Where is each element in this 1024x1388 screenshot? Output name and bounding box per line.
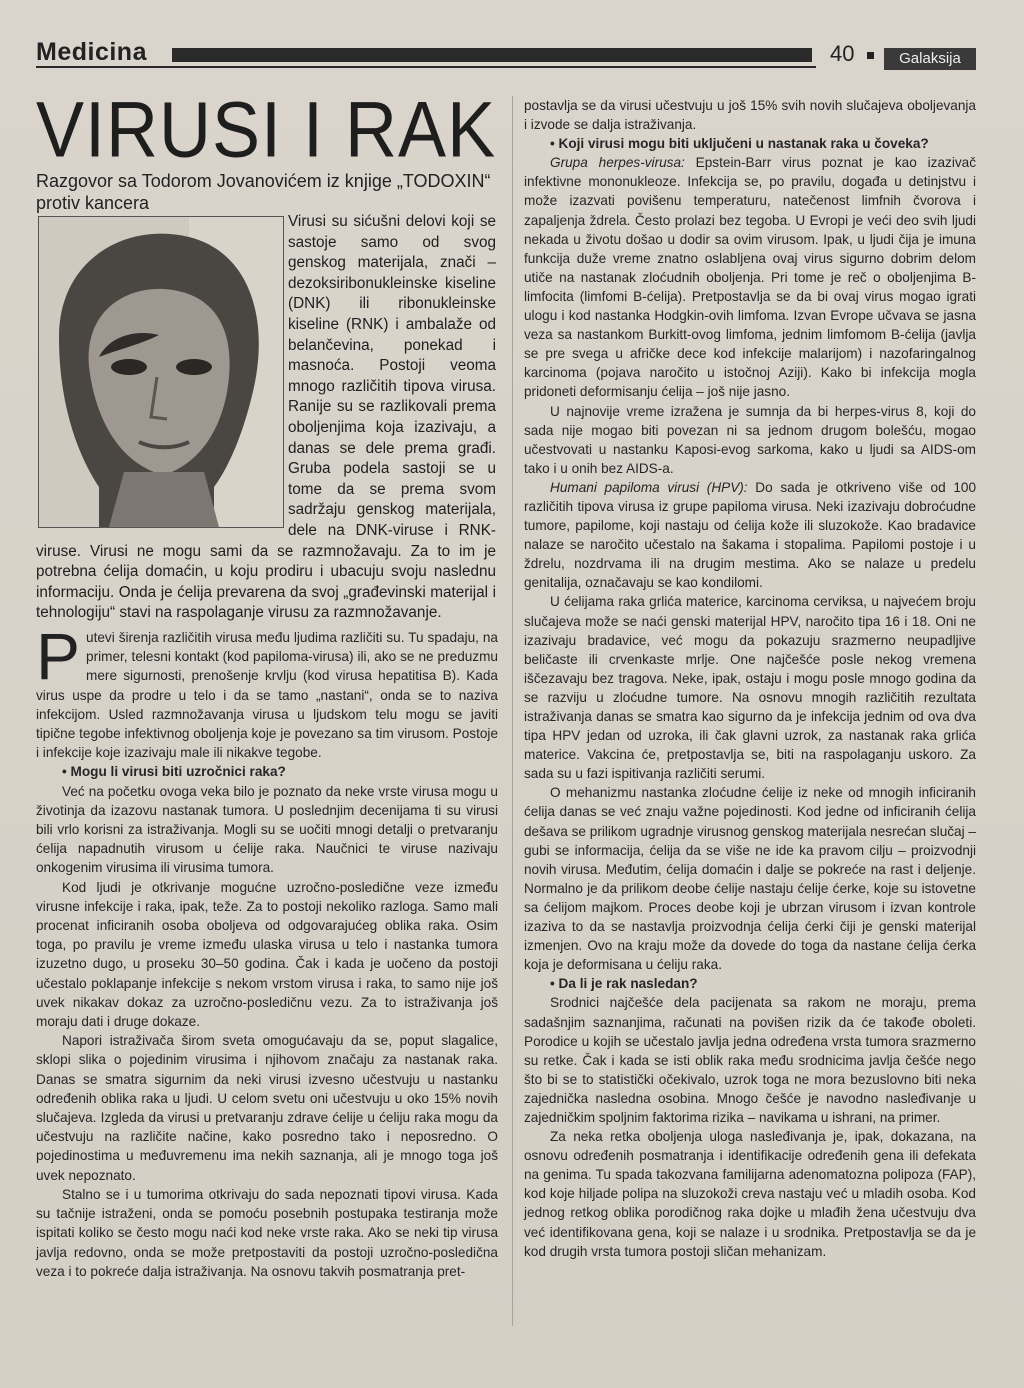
paragraph: Grupa herpes-virusa: Epstein-Barr virus poznat je kao izazivač infektivne mononukleoze. Infekcija se, po pravilu, događa u detinjstvu i može izazvati povišenu temperaturu, natečenost limfnih čvorova i zapaljenja ždrela. Često prolazi bez tegoba. U Evropi je veći deo svih ljudi nekada u životu došao u dodir sa ovim virusom. Ipak, u ljudi čija je imuna funkcija duže vreme znatno oslabljena ovaj virus sigurno dobrim delom utiče na nastanak zloćudnih oboljenja. Pri tome je reč o oboljenjima B-limfocita (limfomi B-ćelija). Pretpostavlja se da bi ovaj virus mogao igrati ulogu i kod nastanka Hodgkin-ovih limfoma. Izvan Evrope učvava se jasna veza sa nastankom Burkitt-ovog limfoma, jednim limfomom B-ćelija (javlja se pre svega u afričke dece kod infekcije malarijom) i nazofaringalnog karcinoma (pojava naročito u istočnoj Aziji). Kako bi infekcija mogla pridoneti deformisanju ćelija – još nije jasno. bbox=[524, 155, 976, 400]
paragraph: Kod ljudi je otkrivanje mogućne uzročno-posledične veze između virusne infekcije i raka, ipak, teže. Za to postoji nekoliko razloga. Samo mali procenat inficiranih osoba oboljeva od odgovarajućeg oblika raka. Osim toga, po pravilu je vreme između ulaska virusa u telo i nastanka tumora izuzetno dugo, u proseku 30–50 godina. Čak i kada je uočeno da postoji učestalo poklapanje infekcije s nekom vrstom virusa i raka, to samo nije još uvek nikakav dokaz za uzročno-posledičnu vezu. Za to istraživanja još moraju dati i druge dokaze. bbox=[36, 879, 498, 1030]
article-title: VIRUSI I RAK bbox=[36, 86, 497, 174]
separator-dot bbox=[867, 52, 874, 59]
paragraph: Napori istraživača širom sveta omogućavaju da se, poput slagalice, sklopi slika o pojedinim virusima i njihovom značaju za nastanak raka. Danas se smatra sigurnim da neki virusi izvesno učestvuju u nastanku određenih oblika raka u ljudi. U celom svetu oni učestvuju u oko 15% novih slučajeva. Izgleda da virusi u pretvaranju zdrave ćelije u ćeliju raka mogu da učestvuju na različite načine, kako posredno tako i neposredno. O pojedinostima u međuvremenu ima nekih saznanja, ali je mnogo toga još uvek nepoznato. bbox=[36, 1033, 498, 1183]
paragraph: Već na početku ovoga veka bilo je poznato da neke vrste virusa mogu u životinja da izazovu nastanak tumora. U poslednjim decenijama ti su virusi bili vrlo korisni za istraživanja. Mogli su se uočiti mnogi detalji o pretvaranju ćelija napadnutih virusom u ćelije raka. Naučnici te viruse nazivaju onkogenim virusima ili virusima tumora. bbox=[36, 783, 498, 876]
left-column bbox=[36, 619, 498, 1281]
paragraph: postavlja se da virusi učestvuju u još 15% svih novih slučajeva oboljevanja i izvode se dalja istraživanja. bbox=[524, 98, 976, 133]
dropcap-letter: P bbox=[36, 619, 81, 693]
lead-in: Humani papiloma virusi (HPV): bbox=[550, 479, 748, 495]
lead-in: Grupa herpes-virusa: bbox=[550, 155, 685, 171]
paragraph: Humani papiloma virusi (HPV): Do sada je otkriveno više od 100 različitih tipova virusa iz grupe papiloma virusa. Neki izazivaju dobroćudne tumore, papilome, koji nastaju od ćelija kože ili sluzokože. Kao bradavice nalaze se naročito učestalo na šakama i stopalima. Papilomi postoje i u ždrelu, nozdrvama ili na drugim mestima. Ako se nalaze u predelu genitalija, označavaju se kao kondilomi. bbox=[524, 479, 976, 591]
page-number: 40 bbox=[830, 41, 855, 66]
paragraph: O mehanizmu nastanka zloćudne ćelije iz neke od mnogih inficiranih ćelija danas se već znaju važne pojedinosti. Kod jedne od inficiranih ćelija dešava se prilikom ugradnje virusnog genskog materijala nesrećan slučaj – gubi se informacija, ćelija da se više ne ide ka pravom cilju – proizvodnji novih virusa. Međutim, ćelija domaćin i dalje se pokreće na rast i deljenje. Normalno je da prilikom deobe ćelije nastaju ćelije ćerke, koje su istovetne sa ćelijom majkom. Proces deobe koji je ubrzan virusom i izvan kontrole izaziva to da se nastavlja proizvodnja ćelija ćerki čiji je genski materijal izmenjen. Ovo na kraju može da dovede do toga da nastane ćelija ćerka koja je deformisana u ćeliju raka. bbox=[524, 785, 976, 973]
header-underline bbox=[36, 66, 816, 68]
header-rule bbox=[172, 48, 812, 62]
paragraph: Putevi širenja različitih virusa među ljudima različiti su. Tu spadaju, na primer, telesni kontakt (kod papiloma-virusa) ili, ako se ne preduzmu mere sigurnosti, prenošenje krvlju (kod virusa hepatitisa B). Kada virus uspe da prodre u telo i da se tamo „nastani“, onda se to naziva infekcijom. Usled razmnožavanja virusa u ljudskom telu mogu se javiti tipične tegobe infektivnog oboljenja koje je povezano sa tim virusom. Postoje i infekcije koje izazivaju male ili nikakve tegobe. bbox=[36, 619, 498, 761]
column-divider bbox=[512, 96, 513, 1326]
paragraph: U najnovije vreme izražena je sumnja da bi herpes-virus 8, koji do sada nije mogao biti povezan ni sa jednom drugom bolešću, mogao učestvovati u nastanku Kaposi-evog sarkoma, kako u ljudi sa AIDS-om tako i u onih bez AIDS-a. bbox=[524, 403, 976, 476]
question-heading: • Koji virusi mogu biti uključeni u nastanak raka u čoveka? bbox=[550, 136, 929, 152]
question-heading: • Mogu li virusi biti uzročnici raka? bbox=[62, 764, 286, 780]
article-subtitle: Razgovor sa Todorom Jovanovićem iz knjige „TODOXIN“ protiv kancera bbox=[36, 171, 491, 213]
question-heading: • Da li je rak nasledan? bbox=[550, 976, 698, 992]
magazine-name: Galaksija bbox=[884, 48, 976, 70]
paragraph: Za neka retka oboljenja uloga nasleđivanja je, ipak, dokazana, na osnovu određenih posmatranja i identifikacije određenih gena ili defekata na genima. Tu spada takozvana familijarna adenomatozna polipoza (FAP), kod koje hiljade polipa na sluzokoži creva nastaju već u mladih osoba. Kod jednog retkog oblika porodičnog raka dojke u mlađih žena učestvuju dva već identifikovana gena, koji se nalaze i u srodnika. Pretpostavlja se da je kod drugih vrsta tumora postoji sličan mehanizam. bbox=[524, 1129, 976, 1259]
paragraph: Stalno se i u tumorima otkrivaju do sada nepoznati tipovi virusa. Kada su tačnije istraženi, onda se pomoću posebnih postupaka testiranja može ispitati koliko se često mogu naći kod neke vrste raka. Ako se neki tip virusa javlja redovno, onda se može pretpostaviti da postoji uzročno-posledična veza i to pokreće dalja istraživanja. Na osnovu takvih posmatranja pret- bbox=[36, 1186, 498, 1279]
right-column bbox=[524, 96, 976, 1261]
paragraph: U ćelijama raka grlića materice, karcinoma cerviksa, u najvećem broju slučajeva može se naći genski materijal HPV, naročito tipa 16 i 18. Oni ne izazivaju bradavice, već mogu da pokazuju srazmerno neupadljive beličaste ili crvenkaste mrlje. One najčešće posle nekog vremena iščezavaju bez tragova. Neke, ipak, ostaju i mogu posle mnogo godina da se razviju u zloćudne tumore. Na osnovu mnogih različitih rezultata istraživanja danas se smatra kao sigurno da je infekcija jednim od ova dva tipa HPV jedan od uzroka, ili čak glavni uzrok, za nastanak raka grlića materice. Vakcina će, pretpostavlja se, biti na raspolaganju uskoro. Za sada su u fazi ispitivanja različiti serumi. bbox=[524, 594, 976, 782]
intro-paragraph: Virusi su sićušni delovi koji se sastoje samo od svog genskog materijala, znači – dezoksiribonukleinske kiseline (DNK) ili ribonukleinske kiseline (RNK) i ambalaže od belančevina, ponekad i masnoća. Postoji veoma mnogo različitih tipova virusa. Ranije su se razlikovali prema oboljenjima koja izazivaju, a danas se dele prema građi. Gruba podela sastoji se u tome da se prema svom sadržaju genskog materijala, dele na DNK-viruse i RNK-viruse. Virusi ne mogu sami da se razmnožavaju. Za to im je potrebna ćelija domaćin, u koju prodiru i ubacuju svoju naslednu informaciju. Onda je ćelija prevarena da svoj „građevinski materijal i tehnologiju“ stavi na raspolaganje virusu za razmnožavanje. bbox=[36, 213, 496, 622]
paragraph: Srodnici najčešće dela pacijenata sa rakom ne moraju, prema sadašnjim saznanjima, računati na povišen rizik da će takođe oboleti. Porodice u kojih se učestalo javlja jedna određena vrsta tumora srazmerno su retke. Čak i kada se isti oblik raka među srodnicima javlja češće nego što bi se to statistički očekivalo, uzrok toga ne mora bezuslovno biti neka zajednička nasledna osobina. Mnogo češće je navodno nasleđivanje u zajedničkim spoljnim faktorima rizika – navikama u ishrani, na primer. bbox=[524, 995, 976, 1125]
intro-text bbox=[36, 212, 496, 624]
section-label: Medicina bbox=[36, 38, 147, 66]
